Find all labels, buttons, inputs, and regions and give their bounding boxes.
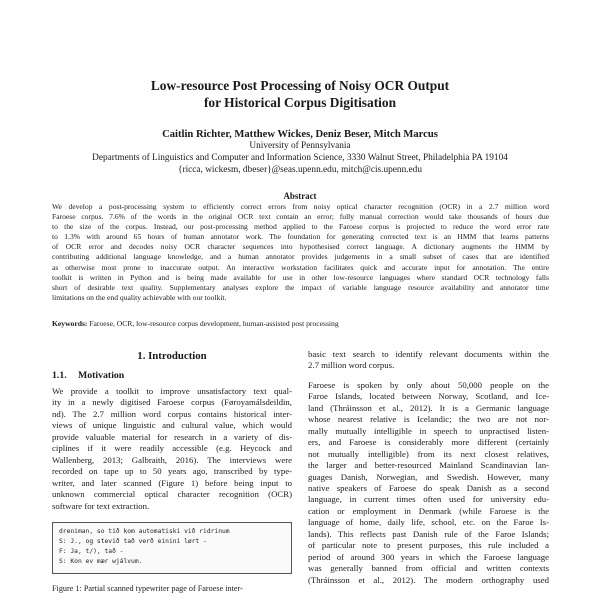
text-line: native speakers of Faroese do speak Danish as a second <box>308 482 549 493</box>
text-line: Wallenberg, 2013; Galbraith, 2016). The interviews were <box>52 454 292 465</box>
text-line: mally mutually intelligible in speech to unpractised listen- <box>308 425 549 436</box>
abstract-line: to 1.3% with around 65 hours of human annotator work. The foundation for generating corrected text is an HMM that learns patterns <box>52 232 549 242</box>
text-line: guages Danish, Norwegian, and Swedish. However, many <box>308 471 549 482</box>
abstract-line: short of desirable text quality. Supplementary analyses explore the impact of variable language resource availability and annotator time <box>52 282 549 292</box>
text-line: lands). This reflects past Danish rule of the Faroe Islands; <box>308 528 549 539</box>
author-emails: {ricca, wickesm, dbeser}@seas.upenn.edu, mitch@cis.upenn.edu <box>178 165 422 176</box>
text-line: not mutually intelligible) from its next closest relatives, <box>308 448 549 459</box>
title-line-2: for Historical Corpus Digitisation <box>203 95 397 110</box>
text-line: whose nearest relative is Icelandic; the two are not nor- <box>308 414 549 425</box>
text-line: basic text search to identify relevant documents within the <box>308 349 549 359</box>
abstract-line: We develop a post-processing system to efficiently correct errors from noisy optical character recognition (OCR) in a 2.7 million word <box>52 202 549 211</box>
text-line: ers, and Faroese is considerably more different (certainly <box>308 437 549 448</box>
text-line: language, in current times often used for university edu- <box>308 494 549 505</box>
intro-paragraph <box>52 386 292 512</box>
abstract-line: of OCR error and decodes noisy OCR character sequences into hypothesised correct language. A dictionary augments the HMM by <box>52 242 549 252</box>
abstract-line: limitations on the end quality achievable with our toolkit. <box>52 292 227 302</box>
affiliation-block <box>0 140 600 177</box>
abstract-line: as otherwise most prone to inaccurate output. An interactive workstation facilitates quick and accurate input for annotation. The entire <box>52 262 549 272</box>
text-line: language of home, daily life, school, etc. on the Faroe Is- <box>308 517 549 528</box>
text-line: provide valuable material for research in a variety of dis- <box>52 431 292 442</box>
text-line: of particular note to present purposes, this rule included a <box>308 540 549 551</box>
scan-line: S: Kon ev mær wjálvum. <box>59 557 143 565</box>
text-line: unknown commercial optical character recognition (OCR) <box>52 489 292 500</box>
right-paragraph-1 <box>308 349 549 372</box>
section-heading-introduction: 1. Introduction <box>137 350 207 362</box>
abstract-body <box>52 202 549 303</box>
university: University of Pennsylvania <box>249 141 351 151</box>
department-address: Departments of Linguistics and Computer and Information Science, 3330 Walnut Street, Philadelphia PA 19104 <box>92 153 508 164</box>
keywords <box>52 319 549 329</box>
figure-1-scan <box>52 522 292 574</box>
text-line: writer, and later scanned (Figure 1) before being input to <box>52 477 292 488</box>
text-line: (Thráinsson et al., 2012). The modern orthography used <box>308 574 549 585</box>
left-column <box>52 349 292 594</box>
scan-line: F: Ja, t/), tað - <box>59 547 124 555</box>
text-line: land (Thráinsson et al., 2012). It is a Germanic language <box>308 402 549 413</box>
subsection-heading-motivation <box>52 369 292 382</box>
text-line: nd). The 2.7 million word corpus contains historical inter- <box>52 408 292 419</box>
subsection-number: 1.1. <box>52 370 67 381</box>
text-line: 2.7 million word corpus. <box>308 360 395 371</box>
text-line: cation or employment in Denmark (while Faroese is the <box>308 505 549 516</box>
text-line: ciplines if it were readily accessible (e.g. Heycock and <box>52 443 292 454</box>
text-line: ity in a newly digitised Faroese corpus (Føroyamálsdeildin, <box>52 397 292 408</box>
text-line: the larger and better-resourced Mainland Scandinavian lan- <box>308 460 549 471</box>
text-line: Faroese is spoken by only about 50,000 people on the <box>308 379 549 390</box>
scan-line: dreniman, so tið kom automatiski við ridrinum <box>59 527 230 535</box>
text-line: period of around 300 years in which the Faroese language <box>308 551 549 562</box>
paper-title <box>0 77 600 111</box>
right-column <box>308 349 549 586</box>
author-list: Caitlin Richter, Matthew Wickes, Deniz Beser, Mitch Marcus <box>162 129 438 140</box>
text-line: views of unique linguistic and cultural value, which would <box>52 420 292 431</box>
subsection-title: Motivation <box>78 370 125 381</box>
abstract-line: toolkit is written in Python and is being made available for use in other low-resource languages where standard OCR technology falls <box>52 272 549 282</box>
abstract-line: Faroese corpus. 7.6% of the words in the original OCR text contain an error; fully manual correction would take thousands of hours due <box>52 212 549 222</box>
title-line-1: Low-resource Post Processing of Noisy OCR Output <box>150 78 450 93</box>
abstract-line: contributing additional language knowledge, and a human annotator provides judgements in a small subset of cases that are identified <box>52 252 549 262</box>
keywords-text: Faroese, OCR, low-resource corpus development, human-assisted post processing <box>87 319 339 328</box>
text-line: software for text extraction. <box>52 500 150 511</box>
scan-line: S: J., og stevið tað verð einini lørt - <box>59 537 207 545</box>
keywords-label: Keywords: <box>52 319 88 328</box>
paragraph-gap <box>308 372 549 376</box>
abstract-line: to the size of the corpus. Instead, our post-processing method applied to the Faroese corpus is projected to reduce the word error rate <box>52 222 549 232</box>
text-line: was generally banned from official and written contexts <box>308 563 549 574</box>
right-paragraph-2 <box>308 380 549 586</box>
text-line: We provide a toolkit to improve unsatisfactory text qual- <box>52 386 292 396</box>
abstract-heading: Abstract <box>283 191 317 201</box>
text-line: Faroe Islands, located between Norway, Scotland, and Ice- <box>308 391 549 402</box>
figure-1-caption: Figure 1: Partial scanned typewriter page of Faroese inter- <box>52 583 243 593</box>
text-line: recorded on tape up to 50 years ago, transcribed by type- <box>52 466 292 477</box>
